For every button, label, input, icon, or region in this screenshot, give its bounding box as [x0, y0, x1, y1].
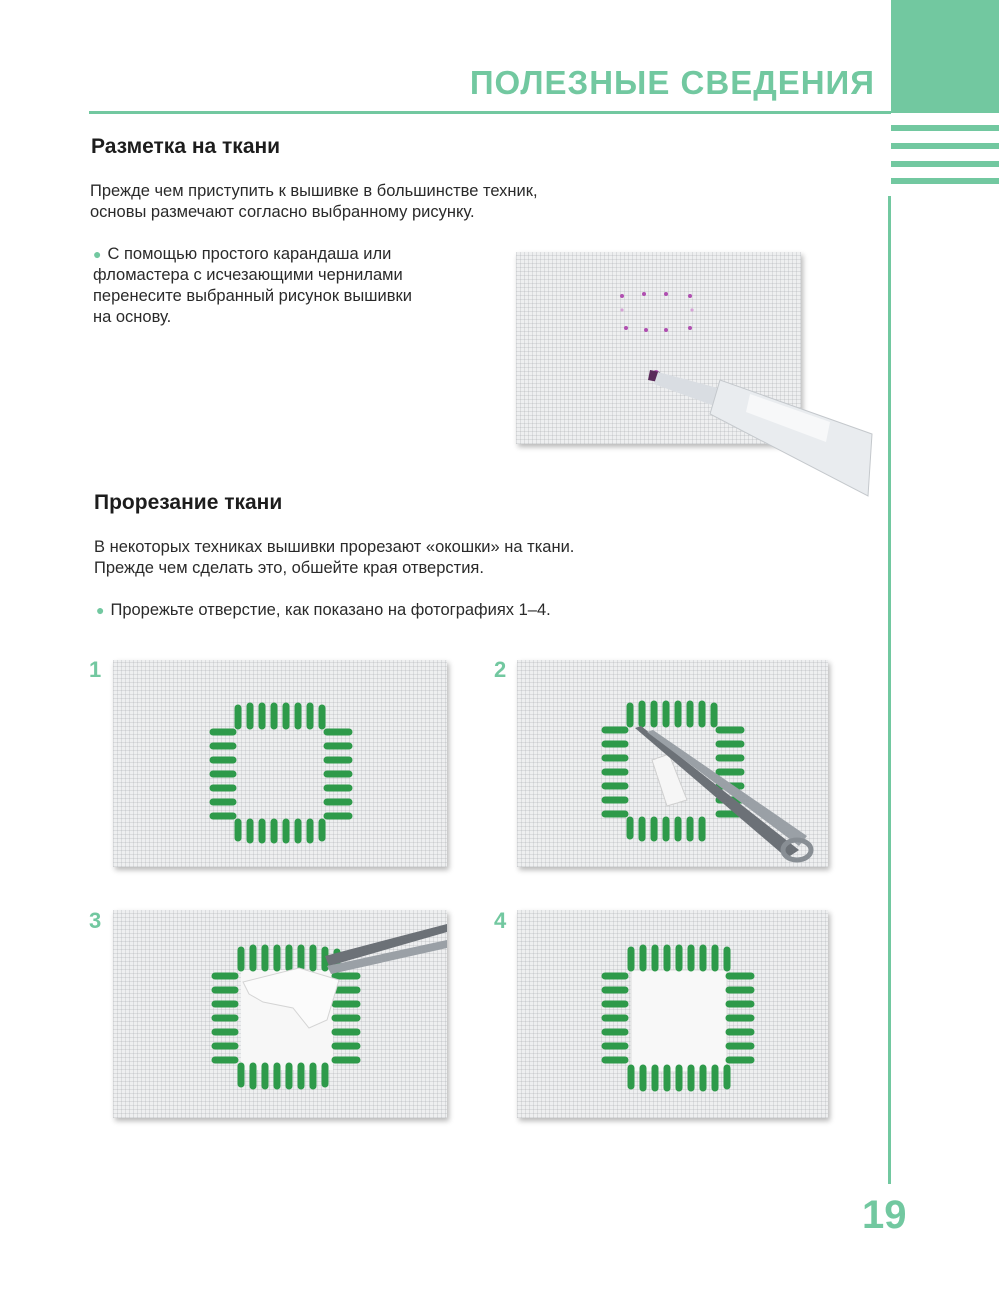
page-number: 19: [862, 1193, 907, 1237]
photo-step-3: [113, 910, 447, 1118]
cutting-bullet-text: Прорежьте отверстие, как показано на фотографиях 1–4.: [110, 601, 551, 619]
page-header-title: ПОЛЕЗНЫЕ СВЕДЕНИЯ: [469, 64, 875, 101]
marking-intro: [90, 181, 538, 223]
cutting-intro-line: Прежде чем сделать это, обшейте края отверстия.: [94, 559, 484, 577]
stitched-square-cutting-illustration: [113, 910, 447, 1118]
header-stripe: [891, 161, 999, 167]
stitched-square-scissors-illustration: [517, 660, 828, 867]
photo-step-4: [517, 910, 828, 1118]
photo-step-2: [517, 660, 828, 867]
stitched-square-illustration: [113, 660, 447, 867]
margin-rule: [888, 196, 891, 1184]
bullet-dot-icon: ●: [93, 246, 102, 262]
photo-number: 1: [89, 657, 102, 682]
header-stripe: [891, 143, 999, 149]
marking-bullet-line: перенесите выбранный рисунок вышивки: [93, 287, 412, 305]
photo-number: 2: [494, 657, 507, 682]
cutting-intro-line: В некоторых техниках вышивки прорезают «окошки» на ткани.: [94, 538, 575, 556]
header-stripe: [891, 125, 999, 131]
finished-window-illustration: [517, 910, 828, 1118]
header-stripe: [891, 178, 999, 184]
photo-number: 3: [89, 908, 102, 933]
section-title-cutting: Прорезание ткани: [94, 491, 283, 514]
cutting-intro: [94, 537, 574, 579]
marking-bullet: [93, 244, 412, 328]
cutting-bullet: [96, 600, 551, 621]
marker-pen-icon: [630, 350, 880, 510]
marking-intro-line: основы размечают согласно выбранному рисунку.: [90, 203, 475, 221]
photo-step-1: [113, 660, 447, 867]
photo-number: 4: [494, 908, 507, 933]
marking-bullet-line: С помощью простого карандаша или: [107, 245, 392, 263]
bullet-dot-icon: ●: [96, 602, 105, 618]
marking-bullet-line: фломастера с исчезающими чернилами: [93, 266, 403, 284]
section-title-marking: Разметка на ткани: [91, 135, 281, 158]
header-rule: [89, 111, 891, 114]
marking-bullet-line: на основу.: [93, 308, 172, 326]
marking-intro-line: Прежде чем приступить к вышивке в большинстве техник,: [90, 182, 538, 200]
header-accent-block: [891, 0, 999, 113]
